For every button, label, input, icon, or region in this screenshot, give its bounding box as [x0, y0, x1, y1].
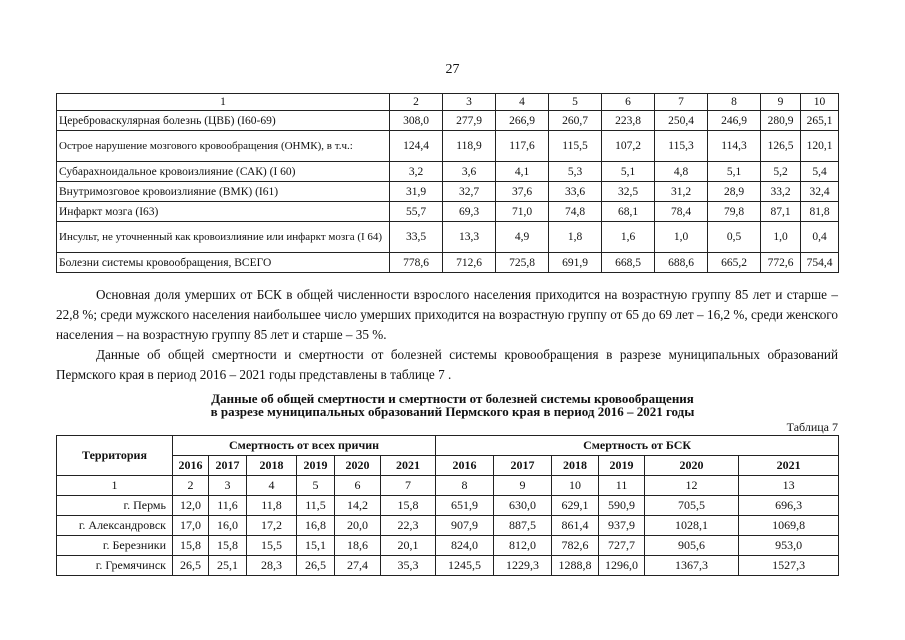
- table-header-row: [57, 94, 839, 111]
- cell-value: 4,9: [496, 222, 549, 253]
- cell-value: 69,3: [443, 202, 496, 222]
- cell-value: 688,6: [655, 253, 708, 273]
- cell-value: 668,5: [602, 253, 655, 273]
- column-number: 12: [645, 476, 739, 496]
- cell-value: 28,3: [247, 556, 297, 576]
- year-header: 2021: [381, 456, 436, 476]
- year-header: 2019: [297, 456, 335, 476]
- cell-value: 712,6: [443, 253, 496, 273]
- row-label: Инфаркт мозга (I63): [57, 202, 390, 222]
- year-header: 2019: [599, 456, 645, 476]
- cell-value: 0,4: [801, 222, 839, 253]
- cell-value: 11,6: [209, 496, 247, 516]
- numbering-row: [57, 476, 839, 496]
- cell-value: 1,0: [655, 222, 708, 253]
- column-number: 4: [496, 94, 549, 111]
- cell-value: 651,9: [436, 496, 494, 516]
- territory-name: г. Александровск: [57, 516, 173, 536]
- cell-value: 5,3: [549, 162, 602, 182]
- cell-value: 15,8: [209, 536, 247, 556]
- year-header: 2017: [209, 456, 247, 476]
- municipal-mortality-table: [56, 435, 839, 576]
- column-number: 10: [801, 94, 839, 111]
- table-row: [57, 162, 839, 182]
- cell-value: 114,3: [708, 131, 761, 162]
- cell-value: 18,6: [335, 536, 381, 556]
- cell-value: 1,0: [761, 222, 801, 253]
- year-header: 2020: [645, 456, 739, 476]
- cell-value: 22,3: [381, 516, 436, 536]
- column-number: 7: [655, 94, 708, 111]
- cell-value: 32,5: [602, 182, 655, 202]
- cell-value: 1367,3: [645, 556, 739, 576]
- column-number: 2: [173, 476, 209, 496]
- cell-value: 15,8: [173, 536, 209, 556]
- cell-value: 812,0: [494, 536, 552, 556]
- cell-value: 124,4: [390, 131, 443, 162]
- cell-value: 265,1: [801, 111, 839, 131]
- paragraph-age-distribution: Основная доля умерших от БСК в общей численности взрослого населения приходится на возрастную группу 85 лет и старше – 22,8 %; среди мужского населения наибольшее число умерших приходится на возрастную группу от 65 до 69 лет – 16,2 %, среди женского населения – на возрастную группу 85 лет и старше – 35 %.: [56, 287, 838, 342]
- cell-value: 250,4: [655, 111, 708, 131]
- cell-value: 68,1: [602, 202, 655, 222]
- column-number: 1: [57, 94, 390, 111]
- row-label: Острое нарушение мозгового кровообращения (ОНМК), в т.ч.:: [57, 131, 390, 162]
- cell-value: 4,8: [655, 162, 708, 182]
- table-row: [57, 131, 839, 162]
- column-number: 5: [549, 94, 602, 111]
- column-number: 11: [599, 476, 645, 496]
- table-row: [57, 556, 839, 576]
- cell-value: 754,4: [801, 253, 839, 273]
- table-row: [57, 516, 839, 536]
- cell-value: 1028,1: [645, 516, 739, 536]
- territory-name: г. Березники: [57, 536, 173, 556]
- cell-value: 3,2: [390, 162, 443, 182]
- cell-value: 115,5: [549, 131, 602, 162]
- table-row: [57, 222, 839, 253]
- cell-value: 725,8: [496, 253, 549, 273]
- cell-value: 11,5: [297, 496, 335, 516]
- table-row: [57, 111, 839, 131]
- column-number: 6: [602, 94, 655, 111]
- page-number: 27: [445, 62, 460, 77]
- cell-value: 15,5: [247, 536, 297, 556]
- cell-value: 1245,5: [436, 556, 494, 576]
- year-header: 2020: [335, 456, 381, 476]
- cell-value: 223,8: [602, 111, 655, 131]
- column-number: 3: [209, 476, 247, 496]
- territory-name: г. Пермь: [57, 496, 173, 516]
- cell-value: 33,2: [761, 182, 801, 202]
- territory-name: г. Гремячинск: [57, 556, 173, 576]
- cell-value: 260,7: [549, 111, 602, 131]
- cell-value: 277,9: [443, 111, 496, 131]
- cell-value: 280,9: [761, 111, 801, 131]
- column-number: 8: [436, 476, 494, 496]
- year-header: 2021: [739, 456, 839, 476]
- cell-value: 20,0: [335, 516, 381, 536]
- cell-value: 33,5: [390, 222, 443, 253]
- cell-value: 117,6: [496, 131, 549, 162]
- row-label: Болезни системы кровообращения, ВСЕГО: [57, 253, 390, 273]
- cell-value: 1296,0: [599, 556, 645, 576]
- cell-value: 115,3: [655, 131, 708, 162]
- table-row: [57, 182, 839, 202]
- cell-value: 87,1: [761, 202, 801, 222]
- years-row: [57, 456, 839, 476]
- column-number: 5: [297, 476, 335, 496]
- cell-value: 266,9: [496, 111, 549, 131]
- table-row: [57, 496, 839, 516]
- mortality-by-disease-table: [56, 93, 839, 273]
- cell-value: 15,8: [381, 496, 436, 516]
- cell-value: 696,3: [739, 496, 839, 516]
- table7-title-line1: Данные об общей смертности и смертности от болезней системы кровообращения: [211, 391, 694, 406]
- column-number: 8: [708, 94, 761, 111]
- row-label: Внутримозговое кровоизлияние (ВМК) (I61): [57, 182, 390, 202]
- column-number: 4: [247, 476, 297, 496]
- year-header: 2016: [436, 456, 494, 476]
- cell-value: 78,4: [655, 202, 708, 222]
- cell-value: 32,4: [801, 182, 839, 202]
- cell-value: 126,5: [761, 131, 801, 162]
- cell-value: 1527,3: [739, 556, 839, 576]
- cell-value: 33,6: [549, 182, 602, 202]
- cell-value: 55,7: [390, 202, 443, 222]
- row-label: Цереброваскулярная болезнь (ЦВБ) (I60-69): [57, 111, 390, 131]
- cell-value: 37,6: [496, 182, 549, 202]
- cell-value: 630,0: [494, 496, 552, 516]
- cell-value: 12,0: [173, 496, 209, 516]
- cell-value: 32,7: [443, 182, 496, 202]
- cell-value: 11,8: [247, 496, 297, 516]
- cell-value: 665,2: [708, 253, 761, 273]
- column-number: 7: [381, 476, 436, 496]
- cell-value: 5,1: [708, 162, 761, 182]
- cell-value: 824,0: [436, 536, 494, 556]
- cell-value: 4,1: [496, 162, 549, 182]
- cell-value: 590,9: [599, 496, 645, 516]
- cell-value: 1,6: [602, 222, 655, 253]
- cell-value: 81,8: [801, 202, 839, 222]
- row-label: Инсульт, не уточненный как кровоизлияние или инфаркт мозга (I 64): [57, 222, 390, 253]
- cell-value: 5,4: [801, 162, 839, 182]
- cell-value: 691,9: [549, 253, 602, 273]
- cell-value: 16,0: [209, 516, 247, 536]
- cell-value: 907,9: [436, 516, 494, 536]
- cell-value: 13,3: [443, 222, 496, 253]
- cell-value: 905,6: [645, 536, 739, 556]
- column-number: 2: [390, 94, 443, 111]
- cell-value: 16,8: [297, 516, 335, 536]
- cell-value: 17,0: [173, 516, 209, 536]
- cell-value: 1229,3: [494, 556, 552, 576]
- table-row: [57, 202, 839, 222]
- cell-value: 727,7: [599, 536, 645, 556]
- row-label: Субарахноидальное кровоизлияние (САК) (I 60): [57, 162, 390, 182]
- cell-value: 107,2: [602, 131, 655, 162]
- cell-value: 1288,8: [552, 556, 599, 576]
- cell-value: 246,9: [708, 111, 761, 131]
- year-header: 2018: [552, 456, 599, 476]
- cell-value: 74,8: [549, 202, 602, 222]
- year-header: 2017: [494, 456, 552, 476]
- cell-value: 629,1: [552, 496, 599, 516]
- cell-value: 71,0: [496, 202, 549, 222]
- cell-value: 772,6: [761, 253, 801, 273]
- cell-value: 15,1: [297, 536, 335, 556]
- table-number: Таблица 7: [786, 420, 838, 434]
- cell-value: 5,1: [602, 162, 655, 182]
- cell-value: 0,5: [708, 222, 761, 253]
- column-number: 6: [335, 476, 381, 496]
- cell-value: 79,8: [708, 202, 761, 222]
- cell-value: 25,1: [209, 556, 247, 576]
- table-row: [57, 536, 839, 556]
- cell-value: 118,9: [443, 131, 496, 162]
- column-number: 10: [552, 476, 599, 496]
- cell-value: 778,6: [390, 253, 443, 273]
- cell-value: 27,4: [335, 556, 381, 576]
- year-header: 2016: [173, 456, 209, 476]
- table7-title-line2: в разрезе муниципальных образований Пермского края в период 2016 – 2021 годы: [210, 404, 695, 419]
- cell-value: 953,0: [739, 536, 839, 556]
- cell-value: 861,4: [552, 516, 599, 536]
- cell-value: 120,1: [801, 131, 839, 162]
- column-number: 3: [443, 94, 496, 111]
- cell-value: 3,6: [443, 162, 496, 182]
- column-number: 13: [739, 476, 839, 496]
- header-territory: Территория: [57, 436, 173, 476]
- cell-value: 5,2: [761, 162, 801, 182]
- table-row: [57, 253, 839, 273]
- cell-value: 17,2: [247, 516, 297, 536]
- cell-value: 887,5: [494, 516, 552, 536]
- cell-value: 1,8: [549, 222, 602, 253]
- cell-value: 31,2: [655, 182, 708, 202]
- cell-value: 782,6: [552, 536, 599, 556]
- year-header: 2018: [247, 456, 297, 476]
- column-number: 1: [57, 476, 173, 496]
- cell-value: 937,9: [599, 516, 645, 536]
- cell-value: 26,5: [297, 556, 335, 576]
- header-all-causes: Смертность от всех причин: [173, 436, 436, 456]
- header-bsk: Смертность от БСК: [436, 436, 839, 456]
- cell-value: 31,9: [390, 182, 443, 202]
- cell-value: 14,2: [335, 496, 381, 516]
- cell-value: 26,5: [173, 556, 209, 576]
- cell-value: 1069,8: [739, 516, 839, 536]
- cell-value: 20,1: [381, 536, 436, 556]
- column-number: 9: [761, 94, 801, 111]
- table7-title: [0, 392, 905, 418]
- cell-value: 705,5: [645, 496, 739, 516]
- cell-value: 28,9: [708, 182, 761, 202]
- cell-value: 35,3: [381, 556, 436, 576]
- column-number: 9: [494, 476, 552, 496]
- paragraph-table-reference: Данные об общей смертности и смертности от болезней системы кровообращения в разрезе муниципальных образований Пермского края в период 2016 – 2021 годы представлены в таблице 7 .: [56, 347, 838, 382]
- cell-value: 308,0: [390, 111, 443, 131]
